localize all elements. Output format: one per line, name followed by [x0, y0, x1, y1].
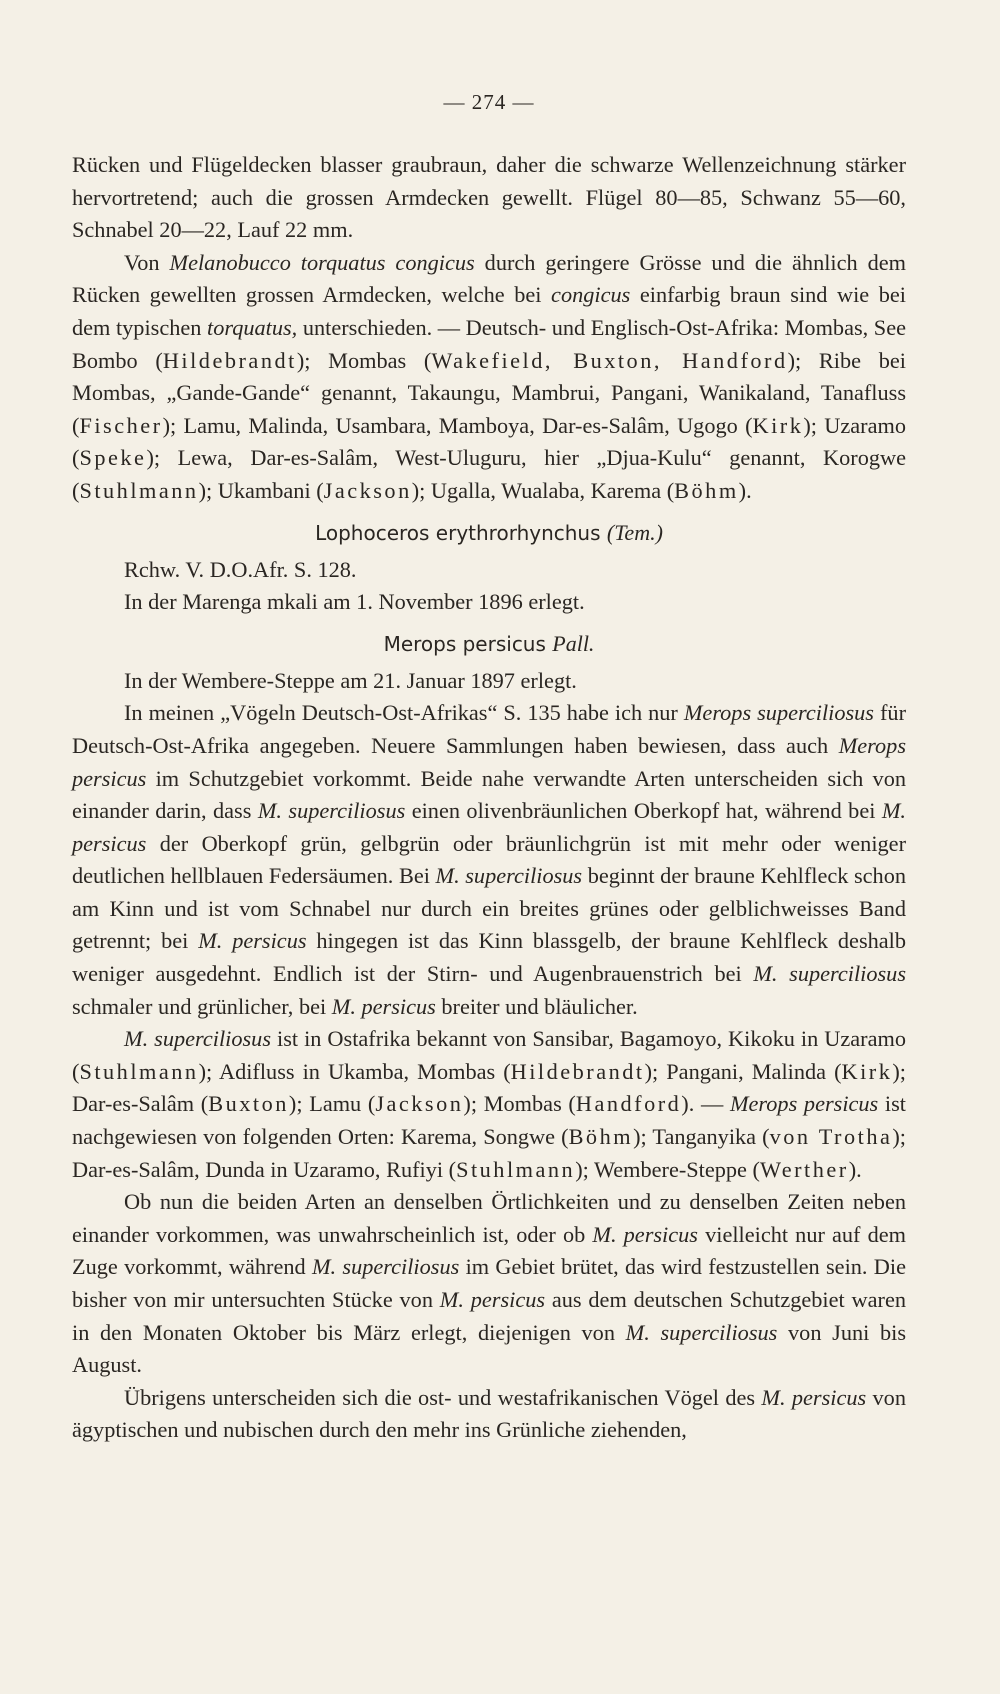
text-run: ); Tanganyika (	[633, 1124, 770, 1150]
text-run: ); Dar-es-Salâm, Dunda in Uzaramo, Rufiyi (	[72, 1124, 906, 1182]
text-run: ); Lewa, Dar-es-Salâm, West-Uluguru, hier „Djua-Kulu“ genannt, Korogwe (	[72, 445, 906, 503]
text-run: Übrigens unterscheiden sich die ost- und westafrikanischen Vögel des	[124, 1384, 762, 1410]
collector-name: Hildebrandt	[162, 347, 297, 373]
paragraph-regional-differences	[72, 1382, 906, 1447]
text-run: ); Ukambani (	[198, 477, 324, 503]
collection-note-text: In der Marenga mkali am 1. November 1896 erlegt.	[124, 589, 585, 615]
text-run: der Oberkopf grün, gelbgrün oder bräunlichgrün ist mit mehr oder weniger deutlichen hellblauen Federsäumen. Bei	[72, 830, 906, 889]
species-name: congicus	[551, 282, 631, 308]
collector-name: Kirk	[841, 1058, 893, 1084]
species-name: M. superciliosus	[753, 961, 906, 987]
text-run: ist nachgewiesen von folgenden Orten: Karema, Songwe (	[72, 1091, 906, 1150]
species-name: Merops superciliosus	[683, 700, 874, 726]
text-run: im Gebiet brütet, das wird festzustellen sein. Die bisher von mir untersuchten Stücke von	[72, 1254, 906, 1312]
text-run: beginnt der braune Kehlfleck schon am Kinn und ist vom Schnabel nur durch ein breites grünes oder gelblichweisses Band getrennt; bei	[72, 863, 906, 954]
text-run: ); Mombas (	[463, 1091, 576, 1117]
text-run: einfarbig braun sind wie bei dem typischen	[72, 282, 907, 340]
collection-note	[72, 586, 906, 619]
species-heading-title: Lophoceros erythrorhynchus	[315, 520, 601, 545]
text-run: ); Wembere-Steppe (	[575, 1156, 760, 1182]
text-run: ist in Ostafrika bekannt von Sansibar, Bagamoyo, Kikoku in Uzaramo (	[72, 1026, 906, 1084]
species-name: M. superciliosus	[625, 1319, 778, 1345]
collector-name: Böhm	[568, 1124, 634, 1150]
collector-name: Stuhlmann	[79, 477, 199, 503]
text-run: von Juni bis August.	[72, 1319, 907, 1378]
collector-name: Kirk	[752, 412, 804, 438]
text-run: ); Lamu, Malinda, Usambara, Mamboya, Dar-es-Salâm, Ugogo (	[162, 412, 753, 438]
collector-name: Stuhlmann	[79, 1058, 199, 1084]
paragraph-localities	[72, 1023, 906, 1186]
species-name: M. superciliosus	[435, 863, 583, 889]
species-name: M. persicus	[331, 993, 436, 1019]
species-name: M. superciliosus	[311, 1254, 460, 1280]
text-run: ). —	[681, 1091, 730, 1117]
text-run: unterschieden. — Deutsch- und Englisch-Ost-Afrika: Mombas, See Bombo (	[72, 314, 906, 373]
collector-name: Wakefield, Buxton, Handford	[431, 347, 788, 373]
text-run: vielleicht nur auf dem Zuge vorkommt, während	[72, 1221, 906, 1280]
text-run: ).	[738, 477, 752, 503]
species-heading-merops	[72, 630, 906, 658]
text-run: ); Ugalla, Wualaba, Karema (	[411, 477, 675, 503]
collector-name: Jackson	[323, 477, 412, 503]
text-run: für Deutsch-Ost-Afrika angegeben. Neuere Sammlungen haben bewiesen, dass auch	[72, 700, 906, 758]
paragraph-distribution	[72, 247, 906, 508]
species-name: torquatus,	[207, 314, 298, 340]
collection-note	[72, 665, 906, 698]
collector-name: von Trotha	[769, 1124, 893, 1150]
paragraph-migration	[72, 1186, 906, 1382]
species-name: Merops persicus	[729, 1091, 879, 1117]
text-run: im Schutzgebiet vorkommt. Beide nahe verwandte Arten unterscheiden sich von einander darin, dass	[72, 765, 906, 824]
text-run: ); Mombas (	[296, 347, 432, 373]
collector-name: Buxton	[208, 1091, 289, 1117]
document-page	[72, 90, 906, 1447]
collection-note-text: In der Wembere-Steppe am 21. Januar 1897 erlegt.	[124, 667, 577, 693]
text-run: ); Adifluss in Ukamba, Mombas (	[198, 1058, 511, 1084]
text-run: ); Uzaramo (	[72, 412, 906, 471]
species-name: M. persicus	[198, 928, 307, 954]
collector-name: Werther	[759, 1156, 849, 1182]
collector-name: Speke	[79, 445, 147, 471]
species-name: M. persicus	[439, 1287, 546, 1312]
text-run: ).	[848, 1156, 862, 1182]
page-number: — 274 —	[443, 90, 535, 114]
text-run: aus dem deutschen Schutzgebiet waren in den Monaten Oktober bis März erlegt, diejenigen von	[72, 1287, 906, 1345]
text-run: In meinen „Vögeln Deutsch-Ost-Afrikas“ S. 135 habe ich nur	[124, 700, 684, 726]
reference-text: Rchw. V. D.O.Afr. S. 128.	[124, 556, 357, 582]
collector-name: Stuhlmann	[456, 1156, 576, 1182]
species-name: M. superciliosus	[257, 798, 406, 824]
species-heading-lophoceros	[72, 519, 906, 547]
species-name: M. persicus	[761, 1384, 867, 1410]
species-heading-author: (Tem.)	[606, 519, 663, 545]
text-run: von ägyptischen und nubischen durch den mehr ins Grünliche ziehenden,	[72, 1384, 906, 1443]
text-run: hingegen ist das Kinn blassgelb, der braune Kehlfleck deshalb weniger ausgedehnt. Endlich ist der Stirn- und Augenbrauenstrich bei	[72, 928, 907, 987]
text-run: breiter und bläulicher.	[435, 993, 638, 1019]
text-run: schmaler und grünlicher, bei	[72, 993, 332, 1019]
species-name: M. persicus	[592, 1221, 698, 1247]
collector-name: Fischer	[79, 412, 163, 438]
text-run: durch geringere Grösse und die ähnlich dem Rücken gewellten grossen Armdecken, welche bei	[72, 249, 907, 308]
text-run: ); Lamu (	[288, 1091, 376, 1117]
paragraph-text: Rücken und Flügeldecken blasser graubraun, daher die schwarze Wellenzeichnung stärker hervortretend; auch die grossen Armdecken gewellt. Flügel 80—85, Schwanz 55—60, Schnabel 20—22, Lauf 22 mm.	[72, 152, 906, 243]
text-run: ); Dar-es-Salâm (	[72, 1058, 906, 1117]
text-run: Von	[124, 249, 170, 275]
species-name: Melanobucco torquatus congicus	[169, 249, 475, 275]
collector-name: Handford	[575, 1091, 682, 1117]
species-name: M. superciliosus	[124, 1026, 271, 1052]
species-heading-title: Merops persicus	[383, 631, 546, 656]
collector-name: Hildebrandt	[510, 1058, 645, 1084]
text-run: ); Ribe bei Mombas, „Gande-Gande“ genannt, Takaungu, Mambrui, Pangani, Wanikaland, Tanafluss (	[72, 347, 906, 438]
species-name: Merops persicus	[72, 732, 906, 791]
text-run: ); Pangani, Malinda (	[644, 1058, 842, 1084]
collector-name: Böhm	[674, 477, 739, 503]
paragraph-comparison	[72, 697, 906, 1023]
species-heading-author: Pall.	[552, 630, 595, 656]
text-run: einen olivenbräunlichen Oberkopf hat, während bei	[405, 798, 882, 824]
species-name: M. persicus	[72, 798, 906, 856]
paragraph-plumage-description	[72, 149, 906, 247]
collector-name: Jackson	[375, 1091, 464, 1117]
reference-line	[72, 554, 906, 587]
text-run: Ob nun die beiden Arten an denselben Örtlichkeiten und zu denselben Zeiten neben einander vorkommen, was unwahrscheinlich ist, oder ob	[72, 1189, 906, 1247]
